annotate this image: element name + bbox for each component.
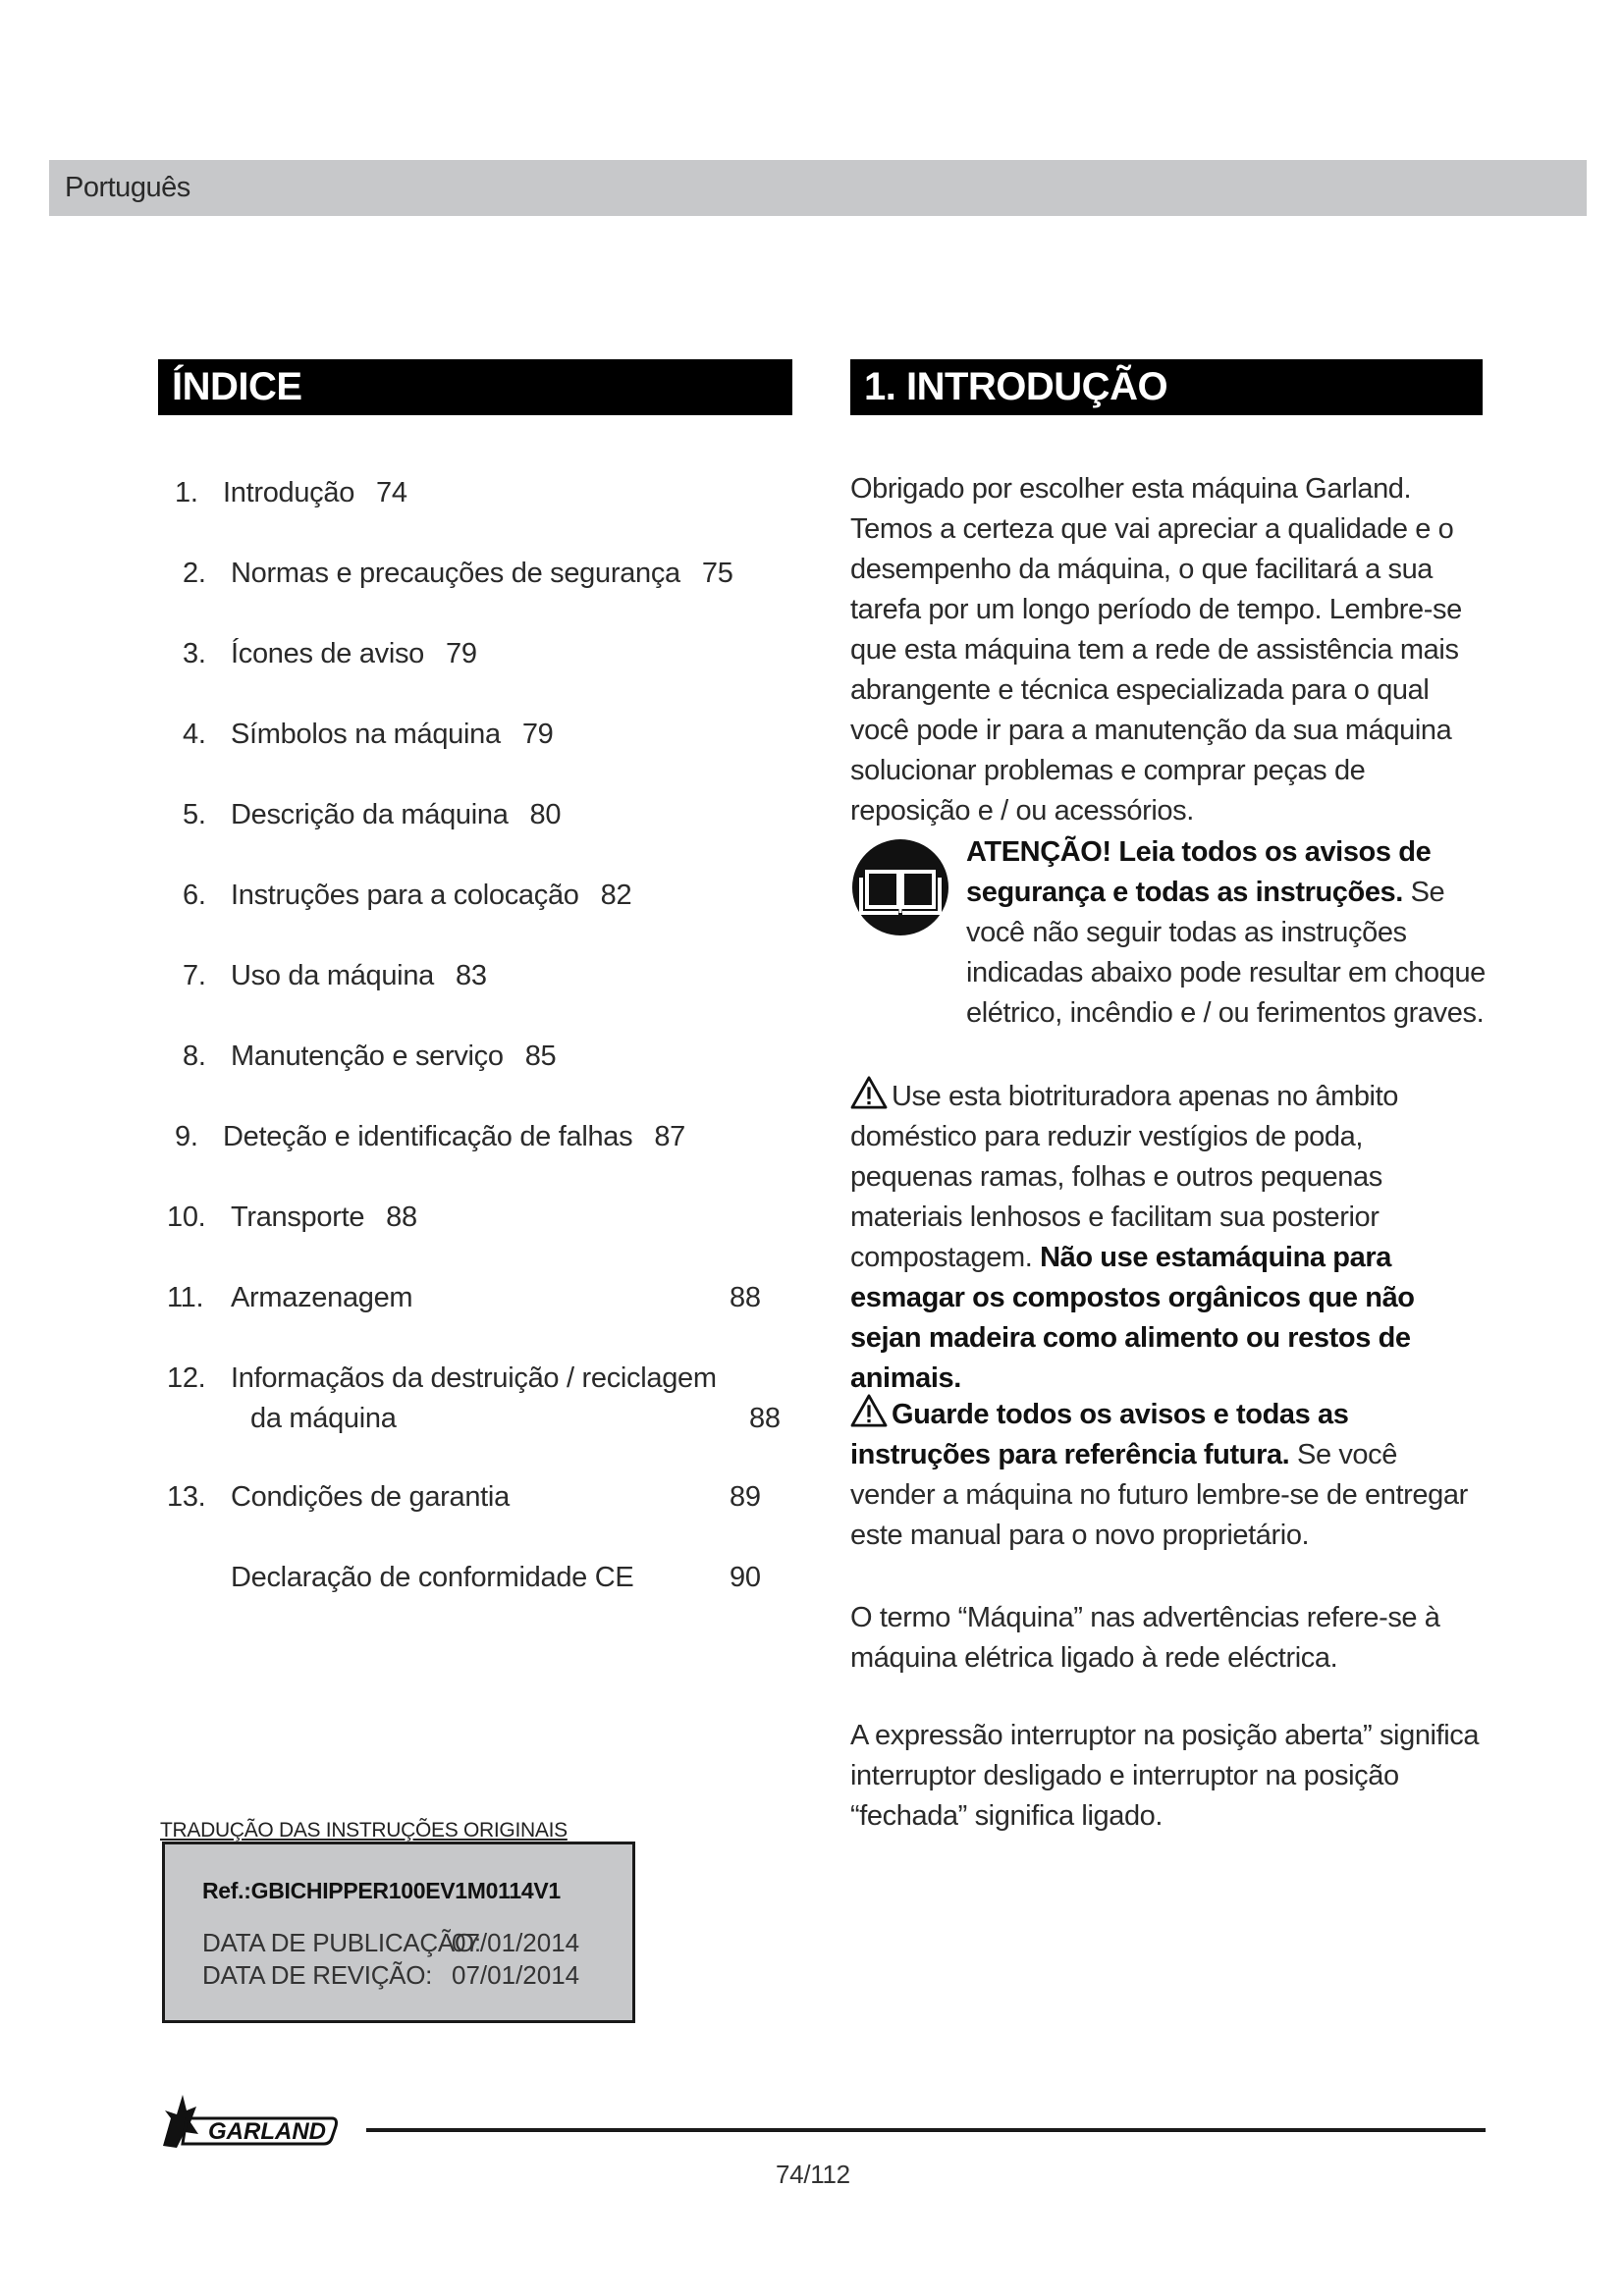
toc-item-label: Deteção e identificação de falhas: [223, 1121, 633, 1152]
toc-item-page: 79: [521, 719, 554, 750]
toc-item-number: 3.: [183, 638, 206, 669]
toc-item-label: Descrição da máquina: [231, 799, 509, 830]
warning-usage-paragraph: [850, 1076, 1489, 1399]
keep-instructions-text: Se você vender a máquina no futuro lembre-se de entregar este manual para o novo proprietário.: [850, 1439, 1468, 1551]
toc-item-number: 2.: [183, 558, 206, 589]
toc-item-page: 80: [529, 799, 562, 830]
term-paragraph: O termo “Máquina” nas advertências refere-se à máquina elétrica ligado à rede eléctrica.: [850, 1602, 1440, 1674]
toc-item-number: 13.: [167, 1481, 206, 1513]
reference-box: [162, 1842, 635, 2023]
toc-item-page: 90: [730, 1562, 761, 1593]
toc-item-page: 75: [701, 558, 733, 589]
warning-usage-text: Use esta biotrituradora apenas no âmbito doméstico para reduzir vestígios de poda, pequenas ramas, folhas e outros pequenas materiais lenhosos e facilitam sua posterior compostagem.: [850, 1081, 1398, 1273]
toc-item-number: 10.: [167, 1201, 206, 1233]
toc-item-label: Armazenagem: [231, 1282, 413, 1313]
toc-item-label: Instruções para a colocação: [231, 880, 579, 911]
toc-item-page: 88: [730, 1282, 761, 1313]
attention-bold: ATENÇÃO! Leia todos os avisos de segurança e todas as instruções.: [966, 836, 1432, 908]
toc-item-page: 79: [446, 638, 477, 669]
toc-item-label: Manutenção e serviço: [231, 1041, 504, 1072]
toc-item-page: 88: [386, 1201, 417, 1233]
page-number: 74/112: [776, 2160, 850, 2189]
toc-item-number: 1.: [175, 477, 198, 508]
toc-item-label: Uso da máquina: [231, 960, 434, 991]
language-label: Português: [65, 172, 190, 203]
toc-item-number: 5.: [183, 799, 206, 830]
warning-triangle-icon: [850, 1394, 888, 1427]
publication-date: 07/01/2014: [452, 1928, 580, 1957]
keep-instructions-paragraph: [850, 1394, 1489, 1556]
toc-item-label: Informaçãos da destruição / reciclagem: [231, 1362, 717, 1394]
toc-item-label: Introdução: [223, 477, 355, 508]
toc-item-label: Transporte: [231, 1201, 365, 1233]
publication-date-label: DATA DE PUBLICAÇÃO:: [202, 1928, 481, 1957]
toc-item-page: 89: [730, 1481, 761, 1513]
keep-instructions-bold: Guarde todos os avisos e todas as instruções para referência futura.: [850, 1399, 1349, 1470]
toc-item-number: 12.: [167, 1362, 206, 1394]
toc-item-page: 88: [749, 1403, 781, 1434]
toc-item-page: 85: [524, 1041, 557, 1072]
garland-logo: [157, 2089, 340, 2152]
attention-paragraph: [850, 832, 1489, 1034]
toc-item-number: 4.: [183, 719, 206, 750]
garland-logo-mark: [157, 2089, 340, 2152]
toc-item-page: 87: [654, 1121, 685, 1152]
attention-rest: Se você não seguir todas as instruções indicadas abaixo pode resultar em choque elétrico, incêndio e / ou ferimentos graves.: [966, 877, 1486, 1029]
toc-item-label: Ícones de aviso: [231, 638, 425, 669]
warning-usage-bold: Não use estamáquina para esmagar os compostos orgânicos que não sejan madeira como alimento ou restos de animais.: [850, 1242, 1415, 1394]
intro-heading: 1. INTRODUÇÃO: [850, 359, 1483, 415]
toc-item-number: 8.: [183, 1041, 206, 1072]
toc-item-label: Símbolos na máquina: [231, 719, 501, 750]
footer-rule: [366, 2128, 1486, 2132]
toc-item-number: 7.: [183, 960, 206, 991]
revision-date-label: DATA DE REVIÇÃO:: [202, 1960, 433, 1990]
toc-item-label-line2: da máquina: [250, 1403, 397, 1434]
toc-item-label: Condições de garantia: [231, 1481, 510, 1513]
toc-item-page: 83: [456, 960, 487, 991]
expression-paragraph: A expressão interruptor na posição aberta” significa interruptor desligado e interruptor na posição “fechada” significa ligado.: [850, 1720, 1480, 1832]
toc-item-page: 74: [376, 477, 407, 508]
toc-item-label: Normas e precauções de segurança: [231, 558, 680, 589]
toc-item-label: Declaração de conformidade CE: [231, 1562, 634, 1593]
toc-heading: ÍNDICE: [158, 359, 792, 415]
toc-item-page: 82: [600, 880, 632, 911]
toc-item-number: 11.: [167, 1282, 204, 1313]
revision-date: 07/01/2014: [452, 1960, 580, 1990]
translation-note: TRADUÇÃO DAS INSTRUÇÕES ORIGINAIS: [160, 1819, 568, 1842]
garland-logo-text: GARLAND: [208, 2118, 326, 2145]
reference-code: Ref.:GBICHIPPER100EV1M0114V1: [202, 1878, 561, 1903]
intro-paragraph: Obrigado por escolher esta máquina Garland. Temos a certeza que vai apreciar a qualidade e o desempenho da máquina, o que facilitará a sua tarefa por um longo período de tempo. Lembre-se que esta máquina tem a rede de assistência mais abrangente e técnica especializada para o qual você pode ir para a manutenção da sua máquina solucionar problemas e comprar peças de reposição e / ou acessórios.: [850, 473, 1462, 827]
toc-item-number: 9.: [175, 1121, 198, 1152]
toc-item-number: 6.: [183, 880, 206, 911]
warning-triangle-icon: [850, 1076, 888, 1109]
language-bar: [49, 160, 1587, 216]
